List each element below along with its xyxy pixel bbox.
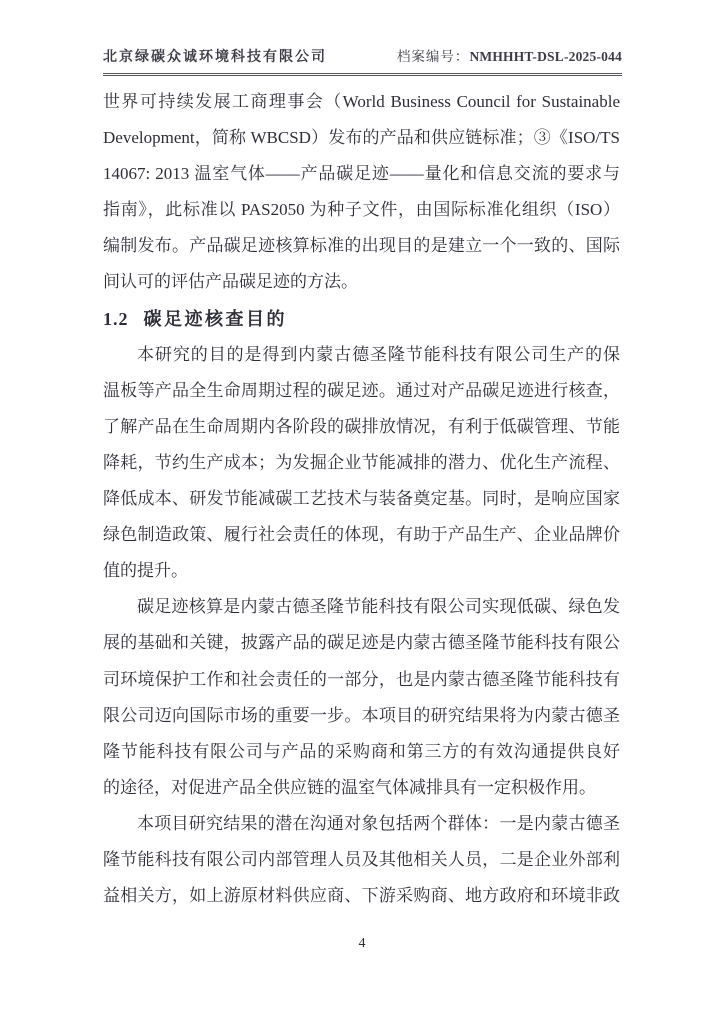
header-doc-number [397, 45, 622, 65]
text-line: 益相关方，如上游原材料供应商、下游采购商、地方政府和环境非政 [103, 886, 620, 906]
text-line: 降低成本、研发节能减碳工艺技术与装备奠定基。同时，是响应国家 [103, 489, 620, 509]
text-line: Development，简称 WBCSD）发布的产品和供应链标准；③《ISO/TS [103, 128, 620, 148]
doc-number-label: 档案编号： [396, 49, 470, 64]
text-line: 本研究的目的是得到内蒙古德圣隆节能科技有限公司生产的保 [137, 344, 620, 364]
text-line: 司环境保护工作和社会责任的一部分，也是内蒙古德圣隆节能科技有 [103, 669, 620, 689]
page-number: 4 [358, 936, 366, 951]
text-line: 隆节能科技有限公司内部管理人员及其他相关人员，二是企业外部利 [103, 849, 620, 869]
document-body [103, 84, 620, 914]
text-line: 值的提升。 [103, 561, 188, 581]
text-line: 编制发布。产品碳足迹核算标准的出现目的是建立一个一致的、国际 [103, 236, 620, 256]
text-line: 温板等产品全生命周期过程的碳足迹。通过对产品碳足迹进行核查， [103, 380, 620, 400]
text-line: 14067: 2013 温室气体——产品碳足迹——量化和信息交流的要求与 [103, 164, 620, 184]
header-company-name: 北京绿碳众诚环境科技有限公司 [103, 50, 327, 65]
text-line: 本项目研究结果的潜在沟通对象包括两个群体：一是内蒙古德圣 [137, 813, 620, 833]
text-line: 碳足迹核算是内蒙古德圣隆节能科技有限公司实现低碳、绿色发 [137, 597, 620, 617]
text-line: 限公司迈向国际市场的重要一步。本项目的研究结果将为内蒙古德圣 [103, 705, 620, 725]
heading-number: 1.2 [103, 308, 129, 329]
text-line: 世界可持续发展工商理事会（World Business Council for Sustainable [103, 92, 620, 111]
text-line: 间认可的评估产品碳足迹的方法。 [103, 272, 358, 292]
page-header [103, 45, 622, 76]
text-line: 展的基础和关键，披露产品的碳足迹是内蒙古德圣隆节能科技有限公 [103, 633, 620, 653]
heading-text: 碳足迹核查目的 [143, 308, 287, 329]
text-line: 绿色制造政策、履行社会责任的体现，有助于产品生产、企业品牌价 [103, 525, 620, 545]
section-heading [103, 301, 620, 337]
text-line: 指南》，此标准以 PAS2050 为种子文件，由国际标准化组织（ISO） [103, 200, 620, 220]
text-line: 了解产品在生命周期内各阶段的碳排放情况，有利于低碳管理、节能 [103, 416, 620, 436]
page-footer [0, 936, 724, 952]
text-line: 的途径，对促进产品全供应链的温室气体减排具有一定积极作用。 [103, 777, 596, 797]
doc-number-value: NMHHHT-DSL-2025-044 [469, 49, 622, 64]
text-line: 降耗，节约生产成本；为发掘企业节能减排的潜力、优化生产流程、 [103, 452, 620, 472]
text-line: 隆节能科技有限公司与产品的采购商和第三方的有效沟通提供良好 [103, 741, 620, 761]
